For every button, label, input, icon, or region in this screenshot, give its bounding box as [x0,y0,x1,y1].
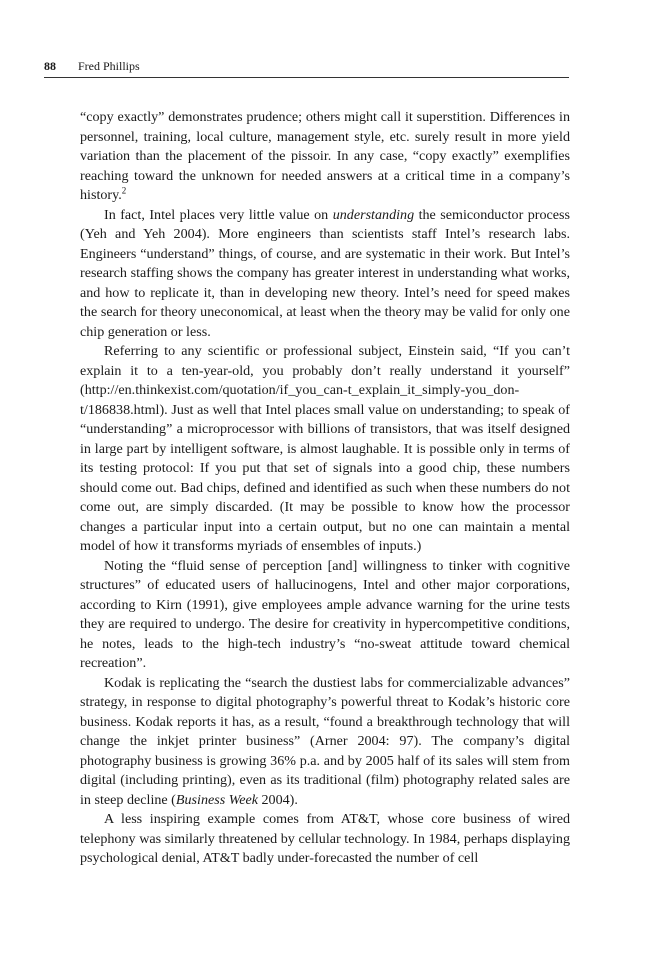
paragraph-2-text-a: In fact, Intel places very little value on [104,206,333,223]
paragraph-5-text-b: 2004). [257,791,298,808]
paragraph-2-text-b: the semiconductor process (Yeh and Yeh 2004). More engineers than scientists staff Intel’s research labs. Engineers “understand” things, of course, and are systematic in their work. But Intel’s research staffing shows the company has greater interest in understanding what works, and how to replicate it, than in developing new theory. Intel’s need for speed makes the search for theory uneconomical, at least when the theory may be valid for only one chip generation or less. [80,206,570,340]
body-text [80,108,570,869]
paragraph-5-emphasis: Business Week [175,791,258,808]
paragraph-2-emphasis: understanding [332,206,415,223]
running-header [44,58,569,78]
paragraph-2 [80,206,570,343]
paragraph-4: Noting the “fluid sense of perception [and] willingness to tinker with cognitive structures” of educated users of hallucinogens, Intel and other major corporations, according to Kirn (1991), give employees ample advance warning for the urine tests they are required to undergo. The desire for creativity in hypercompetitive conditions, he notes, leads to the high-tech industry’s “no-sweat attitude toward chemical recreation”. [80,557,570,671]
paragraph-5-text-a: Kodak is replicating the “search the dustiest labs for commercializable advances” strategy, in response to digital photography’s powerful threat to Kodak’s historic core business. Kodak reports it has, as a result, “found a breakthrough technology that will change the inkjet printer business” (Arner 2004: 97). The company’s digital photography business is growing 36% p.a. and by 2005 half of its sales will stem from digital (including printing), even as its traditional (film) photography related sales are in steep decline ( [80,674,570,808]
page-number: 88 [44,59,56,73]
running-author: Fred Phillips [78,59,140,73]
paragraph-5 [80,674,570,811]
paragraph-3: Referring to any scientific or professional subject, Einstein said, “If you can’t explain it to a ten-year-old, you probably don’t really understand it yourself” (http://en.thinkexist.com/quotation/if_you_can-t_explain_it_simply-you_don-t/186838.html). Just as well that Intel places small value on understanding; to speak of “understanding” a microprocessor with billions of transistors, that was itself designed in large part by intelligent software, is almost laughable. It is possible only in terms of its testing protocol: If you put that set of signals into a good chip, these numbers should come out. Bad chips, defined and identified as such when these numbers do not come out, are simply discarded. (It may be possible to know how the processor changes a particular input into a certain output, but no one can maintain a mental model of how it transforms myriads of ensembles of inputs.) [80,343,570,554]
paragraph-1-text: “copy exactly” demonstrates prudence; others might call it superstition. Differences in personnel, training, local culture, management style, etc. surely result in more yield variation than the placement of the pissoir. In any case, “copy exactly” exemplifies reaching toward the unknown for needed answers at a critical time in a company’s history. [80,109,570,203]
footnote-marker: 2 [121,185,127,196]
paragraph-1 [80,108,570,206]
paragraph-6: A less inspiring example comes from AT&T, whose core business of wired telephony was similarly threatened by cellular technology. In 1984, perhaps displaying psychological denial, AT&T badly under-forecasted the number of cell [80,811,570,866]
